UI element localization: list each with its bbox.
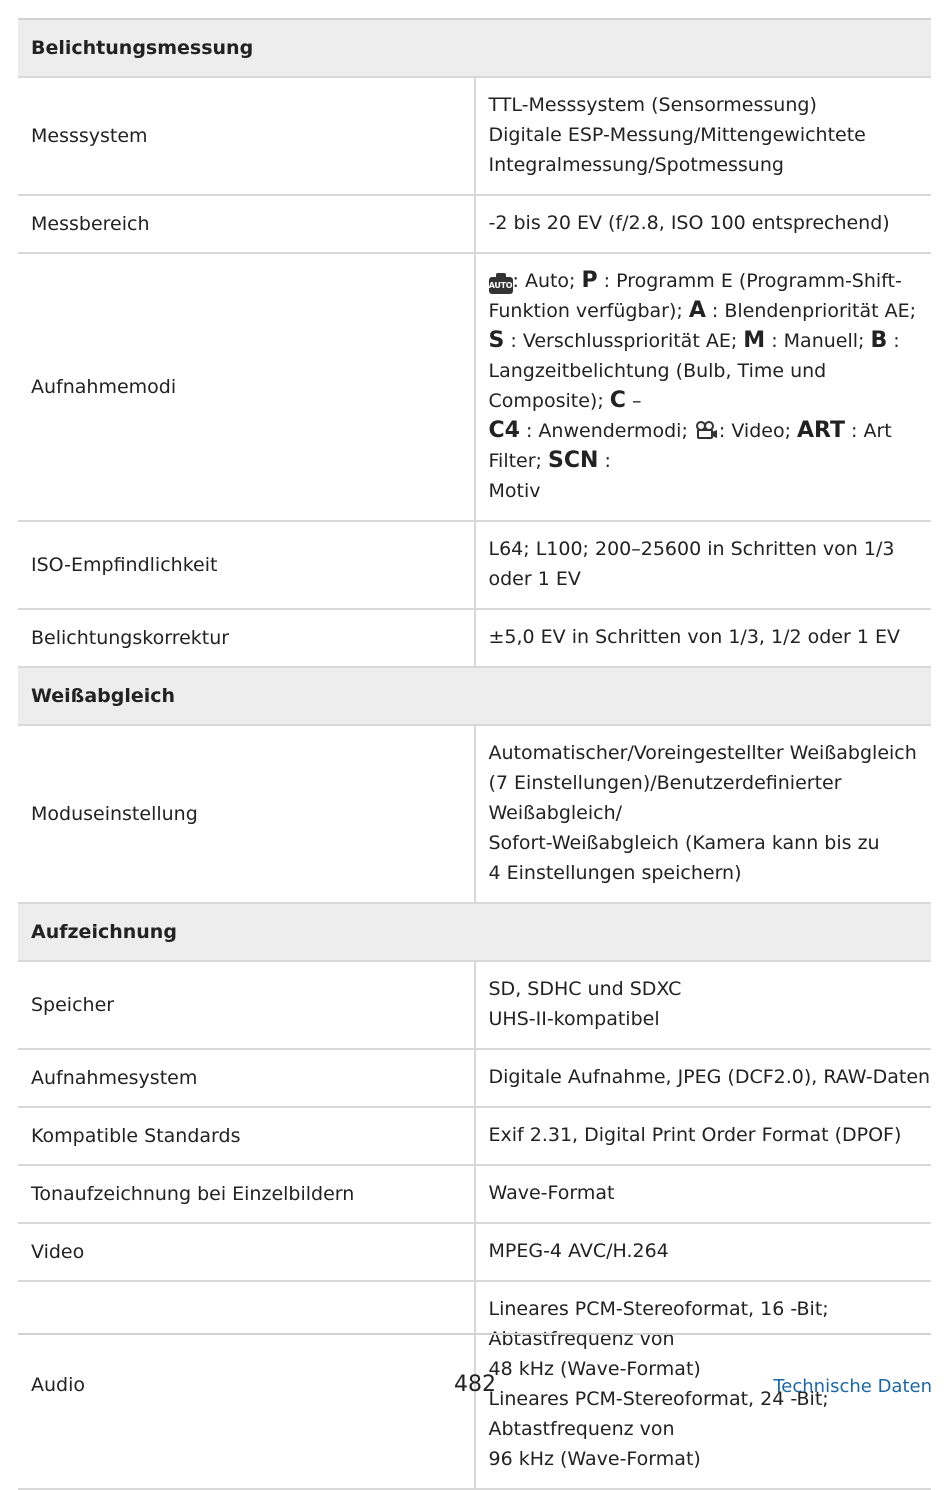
table-row	[18, 253, 931, 521]
table-row	[18, 1049, 931, 1107]
row-key: Speicher	[18, 961, 475, 1049]
row-key: Messbereich	[18, 195, 475, 253]
table-row	[18, 195, 931, 253]
value-line: 96 kHz (Wave-Format)	[488, 1448, 701, 1470]
row-value: ±5,0 EV in Schritten von 1/3, 1/2 oder 1 EV	[475, 609, 932, 667]
mode-text: : Anwendermodi;	[519, 420, 694, 442]
section-title: Weißabgleich	[18, 667, 931, 725]
table-row	[18, 521, 931, 609]
mode-symbol-a: A	[688, 298, 706, 323]
mode-symbol-m: M	[743, 328, 766, 353]
row-value: Digitale Aufnahme, JPEG (DCF2.0), RAW-Daten	[475, 1049, 932, 1107]
row-key: Kompatible Standards	[18, 1107, 475, 1165]
value-line: Lineares PCM-Stereoformat, 24 -Bit; Abtastfrequenz von	[488, 1388, 829, 1440]
page-number: 482	[454, 1372, 496, 1397]
mode-symbol-art: ART	[797, 418, 846, 443]
mode-text: : Blendenpriorität AE;	[705, 300, 917, 322]
row-key: Messsystem	[18, 77, 475, 195]
row-value: Wave-Format	[475, 1165, 932, 1223]
mode-text: : Art Filter;	[488, 420, 892, 472]
row-value	[475, 725, 932, 903]
table-row	[18, 77, 931, 195]
row-key: ISO-Empfindlichkeit	[18, 521, 475, 609]
mode-symbol-s: S	[488, 328, 505, 353]
section-header-white-balance	[18, 667, 931, 725]
row-value	[475, 961, 932, 1049]
section-title: Belichtungsmessung	[18, 19, 931, 77]
mode-symbol-c4: C4	[488, 418, 520, 443]
mode-text: :	[598, 450, 611, 472]
mode-text: Funktion verfügbar);	[488, 300, 689, 322]
value-line: SD, SDHC und SDXC	[488, 978, 682, 1000]
section-header-metering	[18, 19, 931, 77]
value-line: Automatischer/Voreingestellter Weißabgleich	[488, 742, 917, 764]
section-title: Aufzeichnung	[18, 903, 931, 961]
spec-table	[18, 18, 931, 1490]
value-line: Motiv	[488, 480, 541, 502]
value-line: Integralmessung/Spotmessung	[488, 154, 784, 176]
footer-divider	[18, 1333, 931, 1335]
mode-text: : Auto;	[512, 270, 582, 292]
value-line: Sofort-Weißabgleich (Kamera kann bis zu	[488, 832, 880, 854]
row-key: Moduseinstellung	[18, 725, 475, 903]
section-link-technical-data[interactable]: Technische Daten	[773, 1376, 932, 1397]
row-value: L64; L100; 200–25600 in Schritten von 1/3 oder 1 EV	[475, 521, 932, 609]
mode-text: :	[887, 330, 900, 352]
row-value	[475, 77, 932, 195]
row-value: MPEG-4 AVC/H.264	[475, 1223, 932, 1281]
row-key: Aufnahmesystem	[18, 1049, 475, 1107]
row-key: Tonaufzeichnung bei Einzelbildern	[18, 1165, 475, 1223]
value-line: UHS-II-kompatibel	[488, 1008, 660, 1030]
value-line	[489, 326, 932, 356]
mode-text: : Verschlusspriorität AE;	[504, 330, 744, 352]
row-value: Exif 2.31, Digital Print Order Format (DPOF)	[475, 1107, 932, 1165]
mode-text: : Video;	[718, 420, 798, 442]
auto-mode-icon: AUTO	[489, 277, 513, 294]
value-line	[489, 356, 932, 416]
table-row	[18, 1165, 931, 1223]
value-line: Lineares PCM-Stereoformat, 16 -Bit; Abtastfrequenz von	[488, 1298, 829, 1350]
row-key: Video	[18, 1223, 475, 1281]
row-key: Belichtungskorrektur	[18, 609, 475, 667]
value-line: (7 Einstellungen)/Benutzerdefinierter Weißabgleich/	[488, 772, 842, 824]
section-header-recording	[18, 903, 931, 961]
mode-text: : Manuell;	[765, 330, 871, 352]
table-row	[18, 1223, 931, 1281]
movie-camera-icon	[694, 420, 719, 440]
mode-symbol-b: B	[870, 328, 888, 353]
value-line: 48 kHz (Wave-Format)	[488, 1358, 701, 1380]
shooting-modes-value	[475, 253, 932, 521]
value-line	[489, 266, 932, 296]
row-key: Aufnahmemodi	[18, 253, 475, 521]
table-row	[18, 725, 931, 903]
mode-symbol-p: P	[581, 268, 598, 293]
mode-text: : Programm E (Programm-Shift-	[597, 270, 902, 292]
table-row	[18, 609, 931, 667]
table-row	[18, 1107, 931, 1165]
value-line: TTL-Messsystem (Sensormessung)	[488, 94, 817, 116]
mode-text: Langzeitbelichtung (Bulb, Time und Composite);	[488, 360, 827, 412]
mode-text: –	[625, 390, 642, 412]
value-line: Digitale ESP-Messung/Mittengewichtete	[488, 124, 866, 146]
mode-symbol-scn: SCN	[548, 448, 599, 473]
row-value: -2 bis 20 EV (f/2.8, ISO 100 entsprechend)	[475, 195, 932, 253]
value-line	[489, 416, 932, 476]
value-line: 4 Einstellungen speichern)	[488, 862, 742, 884]
table-row	[18, 961, 931, 1049]
mode-symbol-c: C	[609, 388, 626, 413]
row-key: Audio	[18, 1281, 475, 1489]
value-line	[489, 296, 932, 326]
